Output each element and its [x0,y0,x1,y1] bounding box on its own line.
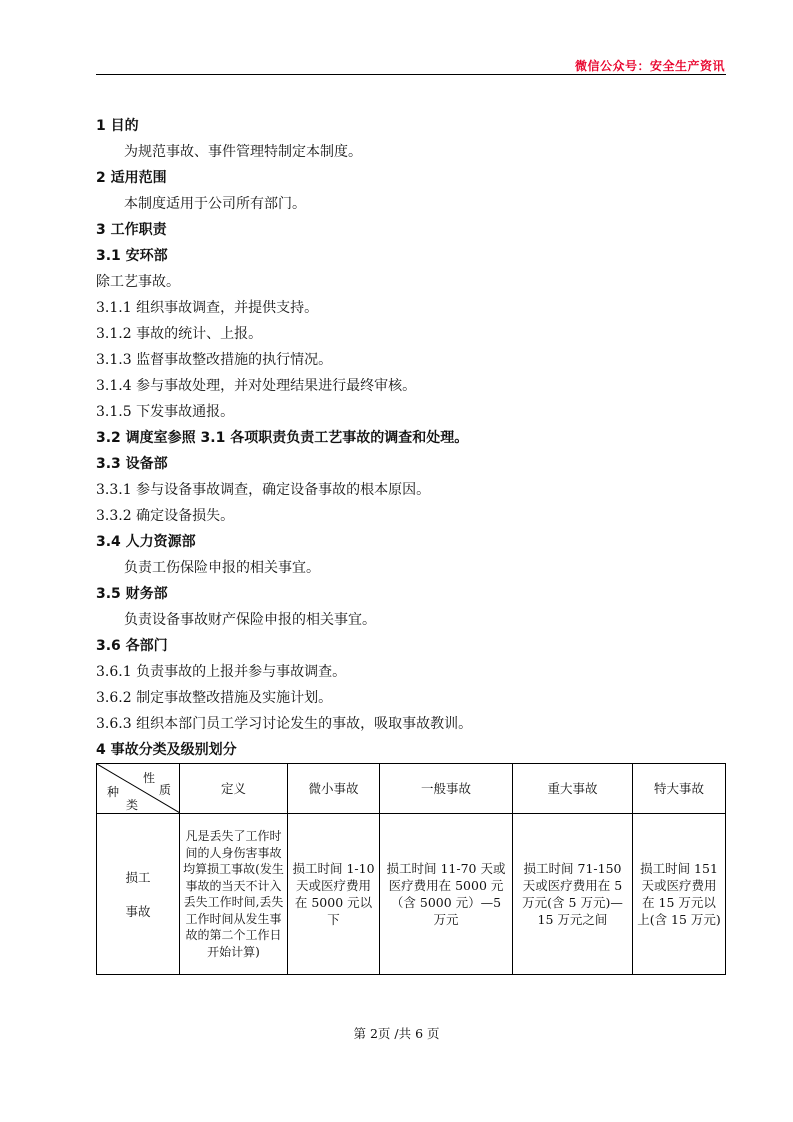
table-row [97,814,726,975]
header-definition: 定义 [180,764,288,814]
corner-header-cell [97,764,180,814]
header-rule [96,74,726,75]
section-heading: 3.5 财务部 [96,586,168,602]
header-minor: 微小事故 [288,764,380,814]
body-line: 3.1.3 监督事故整改措施的执行情况。 [96,352,333,368]
document-body [96,113,736,763]
body-line: 3.6.3 组织本部门员工学习讨论发生的事故，吸取事故教训。 [96,716,473,732]
body-line: 3.6.2 制定事故整改措施及实施计划。 [96,690,333,706]
header-major: 重大事故 [513,764,633,814]
section-heading: 3.6 各部门 [96,638,168,654]
section-heading: 1 目的 [96,118,139,134]
section-heading: 3 工作职责 [96,222,167,238]
minor-cell: 损工时间 1-10 天或医疗费用在 5000 元以下 [288,814,380,975]
accident-classification-table [96,763,726,975]
section-heading: 4 事故分类及级别划分 [96,742,237,758]
major-cell: 损工时间 71-150 天或医疗费用在 5 万元(含 5 万元)—15 万元之间 [513,814,633,975]
body-line: 为规范事故、事件管理特制定本制度。 [124,144,362,160]
corner-label-left: 种 [107,785,120,799]
general-cell: 损工时间 11-70 天或医疗费用在 5000 元（含 5000 元）—5 万元 [380,814,513,975]
body-line: 3.6.1 负责事故的上报并参与事故调查。 [96,664,347,680]
section-heading: 2 适用范围 [96,170,167,186]
corner-label-bottom: 类 [126,798,139,812]
header-note: 微信公众号：安全生产资讯 [574,59,725,73]
severe-cell: 损工时间 151 天或医疗费用在 15 万元以上(含 15 万元) [633,814,726,975]
body-line: 3.1.2 事故的统计、上报。 [96,326,263,342]
header-general: 一般事故 [380,764,513,814]
definition-cell: 凡是丢失了工作时间的人身伤害事故均算损工事故(发生事故的当天不计入丢失工作时间,丢失工作时间从发生事故的第二个工作日开始计算) [180,814,288,975]
section-heading: 3.4 人力资源部 [96,534,196,550]
table-header-row [97,764,726,814]
body-line: 本制度适用于公司所有部门。 [124,196,306,212]
body-line: 负责设备事故财产保险申报的相关事宜。 [124,612,376,628]
corner-label-top: 性 [143,771,156,785]
corner-label-right: 质 [159,783,172,797]
section-heading: 3.2 调度室参照 3.1 各项职责负责工艺事故的调查和处理。 [96,430,469,446]
body-line: 3.1.4 参与事故处理，并对处理结果进行最终审核。 [96,378,417,394]
body-line: 3.3.1 参与设备事故调查，确定设备事故的根本原因。 [96,482,431,498]
body-line: 负责工伤保险申报的相关事宜。 [124,560,320,576]
section-heading: 3.3 设备部 [96,456,168,472]
body-line: 除工艺事故。 [96,274,180,290]
body-line: 3.1.5 下发事故通报。 [96,404,235,420]
body-line: 3.3.2 确定设备损失。 [96,508,235,524]
category-line-1: 损工 [125,869,151,885]
header-severe: 特大事故 [633,764,726,814]
category-cell [97,814,180,975]
body-line: 3.1.1 组织事故调查，并提供支持。 [96,300,319,316]
page-footer: 第 2页 /共 6 页 [353,1026,440,1041]
section-heading: 3.1 安环部 [96,248,168,264]
category-line-2: 事故 [125,903,151,919]
